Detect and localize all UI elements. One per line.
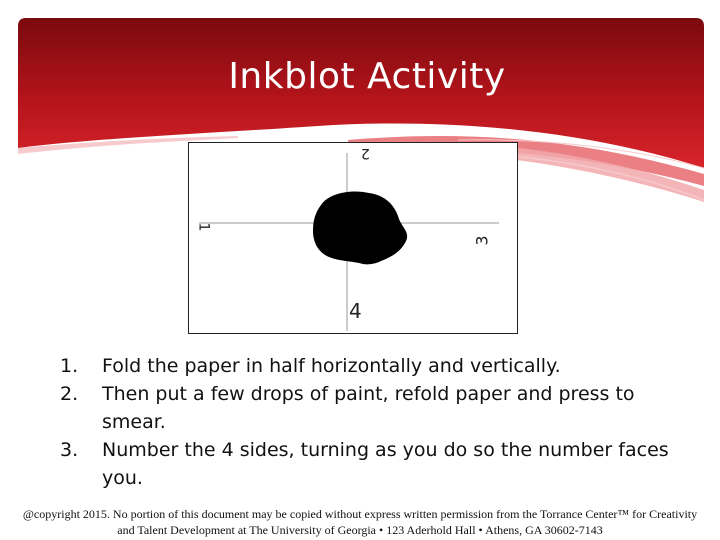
instruction-list xyxy=(60,352,700,492)
copyright-footer: @copyright 2015. No portion of this document may be copied without express written permission from the Torrance Center™ for Creativity and Talent Development at The University of Georgia • 123 Aderhold Hall • Athens, GA 30602-7143 xyxy=(22,507,698,537)
instruction-item xyxy=(60,352,700,380)
instruction-text: Then put a few drops of paint, refold paper and press to smear. xyxy=(102,383,635,433)
instruction-text: Fold the paper in half horizontally and vertically. xyxy=(102,355,561,377)
paper-side-label-2: 2 xyxy=(361,145,370,161)
paper-side-label-1: 1 xyxy=(195,222,212,232)
instruction-item xyxy=(60,436,700,492)
inkblot-shape xyxy=(313,192,407,265)
paper-side-label-3: 3 xyxy=(472,235,492,246)
instruction-item xyxy=(60,380,700,436)
slide-title: Inkblot Activity xyxy=(228,56,506,97)
instruction-number: 2. xyxy=(60,383,79,405)
paper-side-label-4: 4 xyxy=(349,299,362,323)
folded-paper-diagram xyxy=(188,142,518,334)
instruction-text: Number the 4 sides, turning as you do so the number faces you. xyxy=(102,439,669,489)
instruction-number: 1. xyxy=(60,355,79,377)
instruction-number: 3. xyxy=(60,439,79,461)
